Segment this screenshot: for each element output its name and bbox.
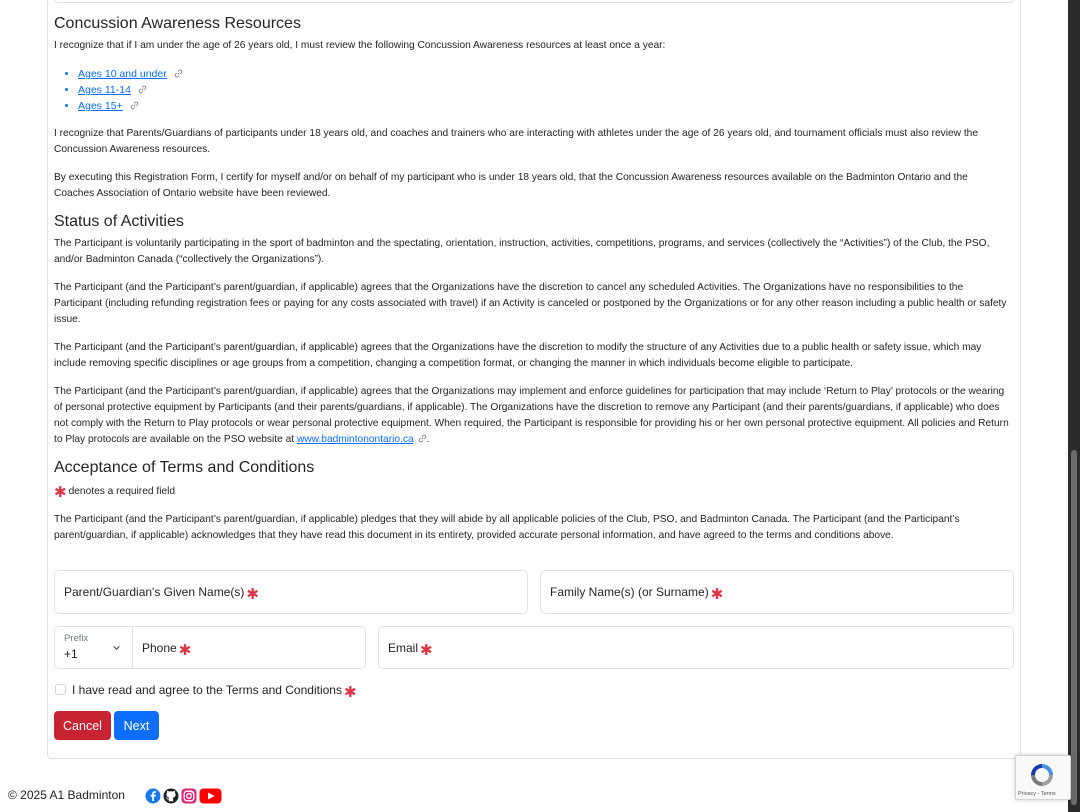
required-note	[54, 484, 1010, 500]
youtube-icon[interactable]	[199, 788, 222, 804]
recaptcha-icon	[1027, 761, 1057, 789]
asterisk-icon: ✱	[54, 484, 67, 501]
external-link-icon	[138, 85, 147, 94]
footer-copyright: © 2025 A1 Badminton	[8, 788, 125, 802]
instagram-icon[interactable]	[181, 788, 197, 804]
concussion-para-2: By executing this Registration Form, I certify for myself and/or on behalf of my participant who is under 18 years old, that the Concussion Awareness resources available on the Badminton Ontario and the Coaches Association of Ontario website have been reviewed.	[54, 172, 968, 199]
chevron-down-icon	[112, 643, 121, 652]
list-item	[78, 82, 1010, 98]
external-link-icon	[418, 434, 427, 443]
phone-group	[54, 626, 366, 669]
previous-section-edge	[54, 0, 1014, 3]
external-link-icon	[130, 101, 139, 110]
link-ages-10-under[interactable]: Ages 10 and under	[78, 68, 167, 80]
asterisk-icon: ✱	[710, 586, 724, 603]
status-para-3: The Participant (and the Participant’s parent/guardian, if applicable) agrees that the Organizations have the discretion to modify the structure of any Activities due to a public health or safety issue, which may include removing specific disciplines or age groups from a competition, changing a competition format, or changing the manner in which individuals become eligible to participate.	[54, 342, 982, 369]
status-para-1: The Participant is voluntarily participating in the sport of badminton and the spectating, orientation, instruction, activities, competitions, programs, and services (collectively the “Activities”) of the Club, the PSO, and/or Badminton Canada (“collectively the Organizations”).	[54, 238, 990, 265]
concussion-heading: Concussion Awareness Resources	[54, 15, 301, 32]
given-name-field[interactable]	[54, 570, 528, 614]
concussion-links	[78, 66, 1010, 114]
prefix-label: Prefix	[64, 633, 89, 644]
list-item	[78, 98, 1010, 114]
badminton-ontario-link[interactable]: www.badmintonontario.ca	[296, 434, 414, 445]
form-content	[54, 14, 1010, 544]
asterisk-icon: ✱	[178, 642, 192, 659]
acceptance-heading: Acceptance of Terms and Conditions	[54, 459, 315, 476]
cancel-button[interactable]: Cancel	[54, 711, 111, 740]
next-button[interactable]: Next	[114, 711, 159, 740]
acceptance-para: The Participant (and the Participant’s parent/guardian, if applicable) pledges that they will abide by all applicable policies of the Club, PSO, and Badminton Canada. The Participant (and the Participant’s parent/guardian, if applicable) acknowledges that they have read this document in its entirety, provided accurate personal information, and have agreed to the terms and conditions above.	[54, 514, 960, 541]
terms-label[interactable]: I have read and agree to the Terms and Conditions ✱	[72, 683, 357, 701]
asterisk-icon: ✱	[420, 642, 433, 659]
required-note-text: denotes a required field	[68, 486, 176, 497]
status-para-4-end: .	[426, 434, 430, 445]
status-para-2: The Participant (and the Participant’s parent/guardian, if applicable) agrees that the Organizations have the discretion to cancel any scheduled Activities. The Organizations have no responsibilities to the Participant (including refunding registration fees or paying for any costs associated with travel) if an Activity is canceled or postponed by the Organizations or for any other reason including a public health or safety issue.	[54, 282, 1007, 325]
email-field[interactable]	[378, 626, 1014, 669]
prefix-select[interactable]	[55, 627, 132, 668]
concussion-intro: I recognize that if I am under the age of 26 years old, I must review the following Concussion Awareness resources at least once a year:	[54, 40, 666, 51]
recaptcha-links[interactable]: Privacy - Terms	[1018, 791, 1056, 797]
github-icon[interactable]	[163, 788, 179, 804]
prefix-value: +1	[64, 647, 78, 661]
status-para-4	[54, 384, 1010, 448]
phone-input[interactable]	[133, 627, 365, 668]
concussion-para-1: I recognize that Parents/Guardians of participants under 18 years old, and coaches and trainers who are interacting with athletes under the age of 26 years old, and tournament officials must also review the Concussion Awareness resources.	[54, 128, 979, 155]
asterisk-icon: ✱	[246, 586, 259, 603]
family-name-label: Family Name(s) (or Surname) ✱	[550, 585, 724, 603]
external-link-icon	[174, 69, 183, 78]
status-heading: Status of Activities	[54, 213, 184, 230]
scrollbar-thumb[interactable]	[1071, 450, 1077, 805]
terms-checkbox[interactable]	[55, 684, 66, 695]
asterisk-icon: ✱	[343, 684, 357, 701]
email-label: Email ✱	[388, 641, 433, 659]
given-name-label: Parent/Guardian's Given Name(s) ✱	[64, 585, 259, 603]
family-name-field[interactable]	[540, 570, 1014, 614]
list-item	[78, 66, 1010, 82]
facebook-icon[interactable]	[145, 788, 161, 804]
recaptcha-badge[interactable]	[1015, 755, 1071, 800]
link-ages-15-plus[interactable]: Ages 15+	[78, 100, 123, 112]
link-ages-11-14[interactable]: Ages 11-14	[78, 84, 131, 96]
status-para-4-text: The Participant (and the Participant’s parent/guardian, if applicable) agrees that the Organizations may implement and enforce guidelines for participation that may include ‘Return to Play’ protocols or the wearing of personal protective equipment by Participants (and their parents/guardians, if applicable). The Organizations have the discretion to remove any Participant (and their parents/guardians, if applicable) who does not comply with the Return to Play protocols or wear personal protective equipment. When required, the Participant is responsible for providing his or her own personal protective equipment. All policies and Return to Play protocols are available on the PSO website at	[54, 386, 1009, 445]
phone-label: Phone ✱	[142, 641, 192, 659]
